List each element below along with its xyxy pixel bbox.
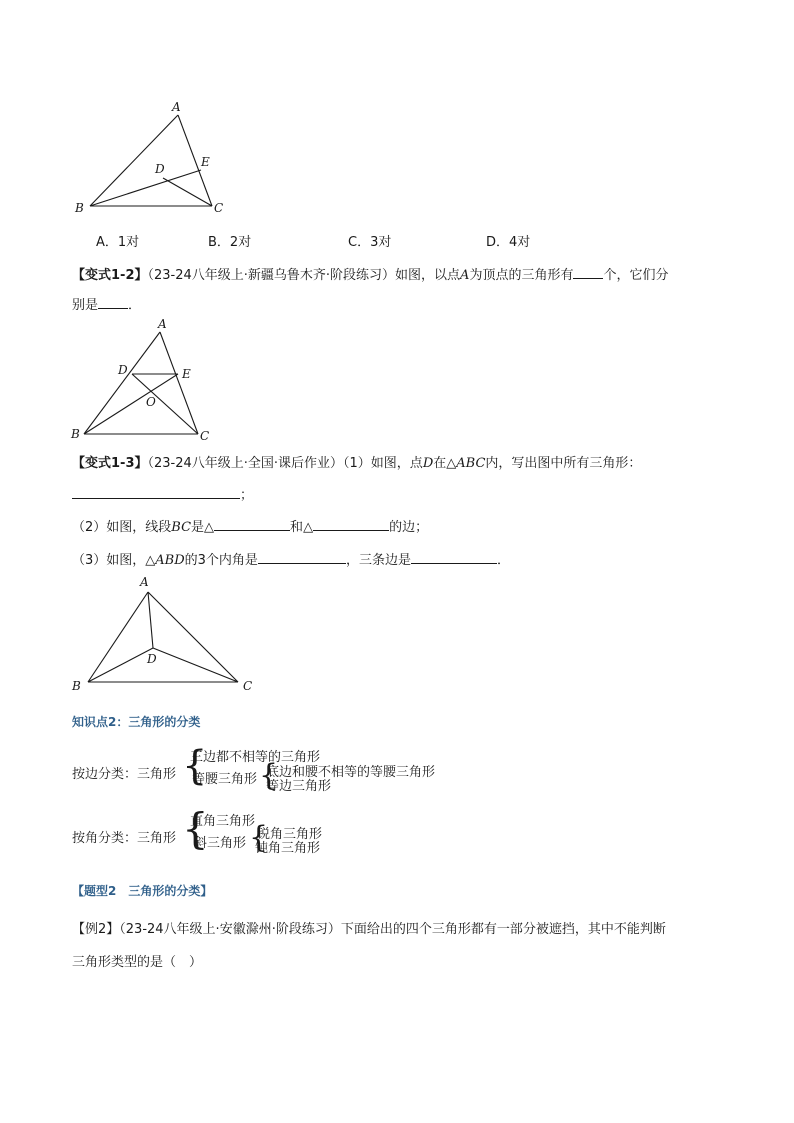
q13-text-c: 内，写出图中所有三角形： xyxy=(485,456,642,471)
q13-triangle-3: △ xyxy=(303,520,314,535)
label-e: E xyxy=(201,155,210,169)
label-c-3: C xyxy=(243,679,253,693)
q13-tag: 【变式1-3】 xyxy=(72,456,148,471)
label-a-2: A xyxy=(158,317,167,331)
label-c-2: C xyxy=(200,429,210,443)
by-side-brace: { xyxy=(182,743,208,789)
q13-p3-d: ． xyxy=(496,553,510,568)
q13-p3-a: （3）如图， xyxy=(72,553,146,568)
by-angle-brace: { xyxy=(182,804,209,853)
by-side-sub2: 等边三角形 xyxy=(266,779,332,794)
q13-var-d: D xyxy=(422,456,434,471)
segment-ad-3 xyxy=(148,592,153,648)
q13-var-abc: ABC xyxy=(456,456,486,471)
example2-text: （23-24八年级上·安徽滁州·阶段练习）下面给出的四个三角形都有一部分被遮挡，其中不能判断 xyxy=(119,922,666,937)
segment-bd-3 xyxy=(88,648,153,682)
segment-cd-3 xyxy=(153,648,238,682)
by-side-sub-brace: { xyxy=(259,758,279,793)
label-d-2: D xyxy=(118,363,128,377)
by-side-sub1: 底边和腰不相等的等腰三角形 xyxy=(266,765,436,780)
q12-var-a: A xyxy=(460,268,470,283)
choice-d: D．4对 xyxy=(486,235,531,250)
q13-p2-a: （2）如图，线段 xyxy=(72,520,172,535)
example2-line2: 三角形类型的是（ ） xyxy=(72,955,203,970)
q13-text-a: （23-24八年级上·全国·课后作业）（1）如图，点 xyxy=(147,456,423,471)
by-angle-lead: 按角分类：三角形 xyxy=(72,831,177,846)
label-b: B xyxy=(75,201,84,215)
by-side-item2: 等腰三角形 xyxy=(192,772,258,787)
q12-line2-text: 别是 xyxy=(72,298,99,313)
q12-tag: 【变式1-2】 xyxy=(72,268,148,283)
q13-p2-d: 的边； xyxy=(389,520,429,535)
label-b-2: B xyxy=(71,427,80,441)
q13-p2-c: 和 xyxy=(290,520,304,535)
q13-p2-b: 是 xyxy=(191,520,205,535)
q13-p3-b: 的3个内角是 xyxy=(184,553,258,568)
label-c: C xyxy=(214,201,224,215)
q12-text-a: （23-24八年级上·新疆乌鲁木齐·阶段练习）如图，以点 xyxy=(147,268,461,283)
segment-ac-3 xyxy=(148,592,238,682)
type2-title: 【题型2 三角形的分类】 xyxy=(72,884,213,898)
q13-line2-end: ； xyxy=(240,488,254,503)
q13-text-b: 在 xyxy=(433,456,447,471)
by-angle-sub2: 钝角三角形 xyxy=(255,841,321,856)
by-angle-sub1: 锐角三角形 xyxy=(257,827,323,842)
by-angle-item1: 直角三角形 xyxy=(190,814,256,829)
q12-text-c: 个，它们分 xyxy=(603,268,669,283)
q12-text-b: 为顶点的三角形有 xyxy=(469,268,574,283)
choice-c: C．3对 xyxy=(348,235,392,250)
by-angle-sub-brace: { xyxy=(249,820,269,855)
label-d-3: D xyxy=(147,652,157,666)
example2-tag: 【例2】 xyxy=(72,922,120,937)
q13-var-abd: ABD xyxy=(155,553,185,568)
knowledge-title: 知识点2：三角形的分类 xyxy=(72,715,201,729)
q12-line2-end: ． xyxy=(128,298,142,313)
label-o-2: O xyxy=(146,395,156,409)
label-e-2: E xyxy=(182,367,191,381)
example2-line1 xyxy=(72,918,666,937)
by-angle-item2: 斜三角形 xyxy=(194,836,247,851)
q13-triangle-1: △ xyxy=(446,456,457,471)
segment-ab-3 xyxy=(88,592,148,682)
q13-p3-c: ，三条边是 xyxy=(345,553,411,568)
by-side-item1: 三边都不相等的三角形 xyxy=(190,750,321,765)
label-d: D xyxy=(155,162,165,176)
label-b-3: B xyxy=(72,679,81,693)
choice-a: A．1对 xyxy=(96,235,140,250)
choice-b: B．2对 xyxy=(208,235,252,250)
label-a: A xyxy=(172,100,181,114)
q13-var-bc: BC xyxy=(171,520,192,535)
label-a-3: A xyxy=(140,575,149,589)
q13-triangle-4: △ xyxy=(145,553,156,568)
q13-triangle-2: △ xyxy=(204,520,215,535)
by-side-lead: 按边分类：三角形 xyxy=(72,767,177,782)
